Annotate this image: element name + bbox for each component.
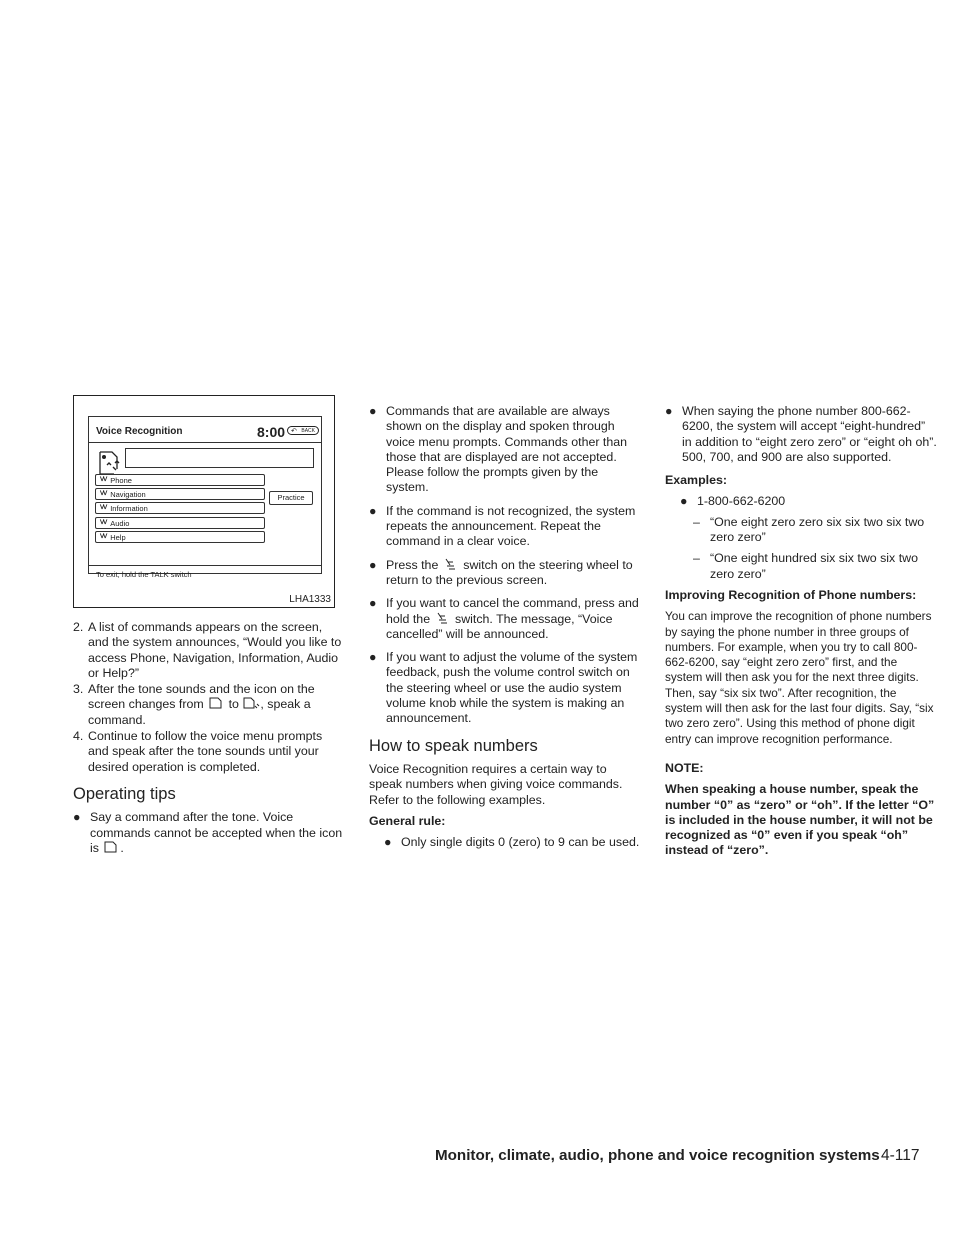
numbers-intro: Voice Recognition requires a certain way to speak numbers when giving voice commands. Refer to the following examples. bbox=[369, 761, 623, 807]
voice-icon: ᐯᐯ bbox=[100, 519, 107, 526]
examples-label: Examples: bbox=[665, 473, 727, 488]
command-display-field bbox=[125, 448, 314, 468]
talk-switch-icon bbox=[442, 558, 460, 570]
menu-item-audio: ᐯᐯ Audio bbox=[95, 517, 265, 529]
screen-divider bbox=[89, 442, 321, 443]
column-1 bbox=[73, 620, 345, 864]
improving-text: You can improve the recognition of phone numbers by saying the phone number in three groups of numbers. For example, when you try to call 800-662-6200, say “eight zero zero” first, and the system will then ask you for the next three digits. Then, say “six six two”. After recognition, the system will then ask for the last four digits. Say, “six two zero zero”. Using this method of phone digit entry can improve recognition performance. bbox=[665, 609, 934, 746]
tip-2: ● Commands that are available are always shown on the display and spoken through voice menu prompts. Commands other than those that are displayed are not accepted. Please follow the prompts given by the system. bbox=[369, 404, 628, 495]
tip-3: ● If the command is not recognized, the system repeats the announcement. Repeat the command in a clear voice. bbox=[369, 503, 636, 549]
rule-1: ● Only single digits 0 (zero) to 9 can be used. bbox=[384, 835, 640, 850]
figure-label: LHA1333 bbox=[289, 594, 331, 605]
column-2 bbox=[369, 404, 641, 858]
screen-clock: 8:00 bbox=[257, 424, 286, 440]
menu-item-help: ᐯᐯ Help bbox=[95, 531, 265, 543]
column-3 bbox=[665, 404, 937, 865]
menu-item-phone: ᐯᐯ Phone bbox=[95, 474, 265, 486]
step-2: 2. A list of commands appears on the screen, and the system announces, “Would you like to access Phone, Navigation, Information, Audio or Help?” bbox=[73, 620, 342, 680]
figure-voice-recognition-screen bbox=[73, 395, 335, 608]
speak-prompt-icon bbox=[102, 841, 120, 853]
voice-icon: ᐯᐯ bbox=[100, 490, 107, 497]
example-1: ● 1-800-662-6200 bbox=[680, 494, 786, 509]
back-button bbox=[287, 426, 319, 435]
screen-mockup bbox=[88, 416, 322, 579]
voice-icon: ᐯᐯ bbox=[100, 533, 107, 540]
screen-footer-divider bbox=[89, 565, 321, 566]
back-label: BACK bbox=[301, 428, 315, 434]
speak-now-icon bbox=[242, 697, 260, 709]
screen-title: Voice Recognition bbox=[96, 426, 183, 437]
step-3: 3. After the tone sounds and the icon on the screen changes from to , speak a command. bbox=[73, 682, 315, 727]
menu-item-information: ᐯᐯ Information bbox=[95, 502, 265, 514]
heading-how-to-speak-numbers: How to speak numbers bbox=[369, 736, 538, 755]
back-arrow-icon: ↶ bbox=[291, 428, 297, 435]
step-4: 4. Continue to follow the voice menu prompts and speak after the tone sounds until your desired operation is completed. bbox=[73, 729, 323, 774]
rule-2: ● When saying the phone number 800-662-6200, the system will accept “eight-hundred” in addition to “eight zero zero” or “eight oh oh”. 500, 700, and 900 are also supported. bbox=[665, 404, 937, 464]
talk-switch-icon bbox=[434, 612, 452, 624]
page-number: 4-117 bbox=[881, 1147, 920, 1164]
tip-6: ● If you want to adjust the volume of the system feedback, push the volume control switch on the steering wheel or use the audio system volume knob while the system is making an announcement. bbox=[369, 650, 638, 726]
tip-1: ● Say a command after the tone. Voice commands cannot be accepted when the icon is . bbox=[73, 810, 343, 855]
example-1-spoken-a: – “One eight zero zero six six two six two zero zero” bbox=[693, 514, 925, 545]
footer-section-title: Monitor, climate, audio, phone and voice recognition systems bbox=[435, 1147, 880, 1164]
example-1-spoken-b: – “One eight hundred six six two six two zero zero” bbox=[693, 551, 918, 581]
note-text: When speaking a house number, speak the number “0” as “zero” or “oh”. If the letter “O” is included in the house number, it will not be recognized as “0” even if you speak “oh” instead of “zero”. bbox=[665, 782, 935, 858]
voice-icon: ᐯᐯ bbox=[100, 504, 107, 511]
speak-prompt-icon bbox=[207, 697, 225, 709]
tip-4: ● Press the switch on the steering wheel to return to the previous screen. bbox=[369, 557, 633, 587]
menu-item-navigation: ᐯᐯ Navigation bbox=[95, 488, 265, 500]
heading-operating-tips: Operating tips bbox=[73, 784, 176, 803]
speak-prompt-icon bbox=[97, 449, 125, 477]
general-rule-label: General rule: bbox=[369, 813, 446, 828]
improving-label: Improving Recognition of Phone numbers: bbox=[665, 587, 917, 602]
note-label: NOTE: bbox=[665, 760, 704, 775]
tip-5: ● If you want to cancel the command, press and hold the switch. The message, “Voice cancelled” will be announced. bbox=[369, 596, 639, 641]
practice-button: Practice bbox=[269, 491, 313, 505]
voice-icon: ᐯᐯ bbox=[100, 476, 107, 483]
screen-footer-text: To exit, hold the TALK switch bbox=[96, 570, 192, 579]
